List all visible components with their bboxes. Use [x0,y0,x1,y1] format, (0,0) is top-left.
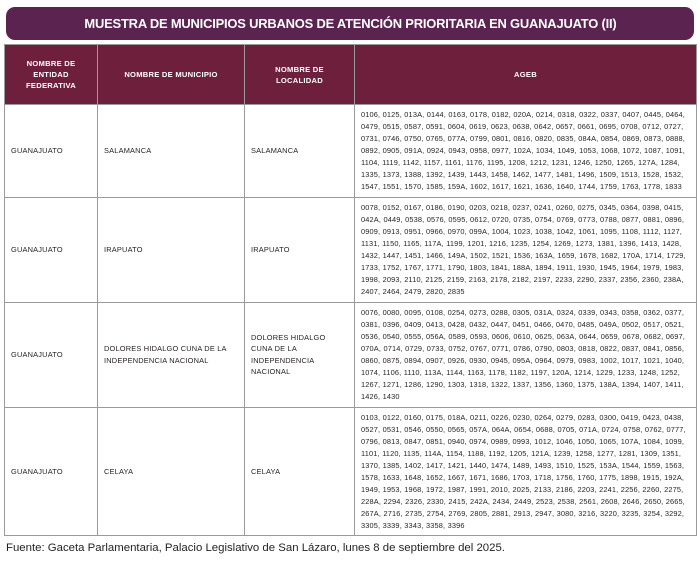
cell-ageb: 0106, 0125, 013A, 0144, 0163, 0178, 0182, 020A, 0214, 0318, 0322, 0337, 0407, 0445, 0464, 0479, 0515, 0587, 0591, 0604, 0619, 0623, 0638, 0642, 0657, 0661, 0695, 0708, 0712, 0727, 0731, 0746, 0750, 0765, 077A, 0799, 0801, 0816, 0820, 0835, 084A, 0854, 0869, 0873, 0888, 0892, 0905, 091A, 0924, 0943, 0958, 0977, 102A, 1034, 1049, 1053, 1068, 1072, 1087, 1091, 1104, 1119, 1142, 1157, 1161, 1176, 1195, 1208, 1212, 1231, 1246, 1250, 1265, 127A, 1284, 1335, 1373, 1388, 1392, 1439, 1443, 1458, 1462, 1477, 1481, 1496, 1509, 1513, 1528, 1532, 1547, 1551, 1570, 1585, 159A, 1602, 1617, 1621, 1636, 1640, 1744, 1759, 1763, 1778, 1833 [355,105,697,198]
title-banner-container [0,0,700,40]
table-row [5,105,697,198]
cell-ageb: 0103, 0122, 0160, 0175, 018A, 0211, 0226, 0230, 0264, 0279, 0283, 0300, 0419, 0423, 0438, 0527, 0531, 0546, 0550, 0565, 057A, 064A, 0654, 0688, 0705, 071A, 0724, 0758, 0762, 0777, 0796, 0813, 0847, 0851, 0940, 0974, 0989, 0993, 1012, 1046, 1050, 1065, 107A, 1084, 1099, 1101, 1120, 1135, 114A, 1154, 1188, 1192, 1205, 121A, 1239, 1258, 1277, 1281, 1309, 1351, 1370, 1385, 1402, 1417, 1421, 1440, 1474, 1489, 1493, 1510, 1525, 153A, 1544, 1559, 1563, 1578, 1633, 1648, 1652, 1667, 1671, 1686, 1703, 1718, 1756, 1760, 1775, 1898, 1915, 192A, 1949, 1953, 1968, 1972, 1987, 1991, 2010, 2025, 2133, 2186, 2203, 2241, 2256, 2260, 2275, 228A, 2294, 2326, 2330, 2415, 242A, 2434, 2449, 2523, 2538, 2561, 2608, 2646, 2650, 2665, 267A, 2716, 2735, 2754, 2769, 2805, 2881, 2913, 2947, 3080, 3216, 3220, 3235, 3254, 3292, 3305, 3339, 3343, 3358, 3396 [355,407,697,536]
table-body [5,105,697,536]
cell-entidad: GUANAJUATO [5,197,98,302]
table-container [0,40,700,536]
cell-entidad: GUANAJUATO [5,302,98,407]
cell-localidad: SALAMANCA [245,105,355,198]
cell-entidad: GUANAJUATO [5,407,98,536]
page-title: MUESTRA DE MUNICIPIOS URBANOS DE ATENCIÓN PRIORITARIA EN GUANAJUATO (II) [83,15,617,31]
cell-entidad: GUANAJUATO [5,105,98,198]
column-header-municipio: NOMBRE DE MUNICIPIO [98,45,245,105]
cell-municipio: IRAPUATO [98,197,245,302]
title-banner [6,7,694,40]
cell-municipio: CELAYA [98,407,245,536]
cell-localidad: DOLORES HIDALGO CUNA DE LA INDEPENDENCIA NACIONAL [245,302,355,407]
footer-container [0,536,700,556]
table-header [5,45,697,105]
cell-localidad: CELAYA [245,407,355,536]
table-header-row [5,45,697,105]
cell-ageb: 0078, 0152, 0167, 0186, 0190, 0203, 0218, 0237, 0241, 0260, 0275, 0345, 0364, 0398, 0415, 042A, 0449, 0538, 0576, 0595, 0612, 0720, 0735, 0754, 0769, 0773, 0788, 0877, 0881, 0896, 0909, 0913, 0951, 0966, 0970, 099A, 1004, 1023, 1038, 1042, 1061, 1095, 1108, 1112, 1127, 1131, 1150, 1165, 117A, 1199, 1201, 1216, 1235, 1254, 1269, 1273, 1381, 1396, 1413, 1428, 1432, 1447, 1451, 1466, 149A, 1502, 1521, 1536, 163A, 1659, 1678, 1682, 170A, 1714, 1729, 1733, 1752, 1767, 1771, 1790, 1803, 1841, 188A, 1894, 1911, 1930, 1945, 1964, 1979, 1983, 1998, 2093, 2110, 2125, 2159, 2163, 2178, 2182, 2197, 2233, 2290, 2337, 2356, 2360, 238A, 2407, 2464, 2479, 2820, 2835 [355,197,697,302]
column-header-entidad: NOMBRE DE ENTIDAD FEDERATIVA [5,45,98,105]
cell-municipio: DOLORES HIDALGO CUNA DE LA INDEPENDENCIA NACIONAL [98,302,245,407]
table-row [5,302,697,407]
column-header-localidad: NOMBRE DE LOCALIDAD [245,45,355,105]
table-row [5,197,697,302]
column-header-ageb: AGEB [355,45,697,105]
table-row [5,407,697,536]
municipios-table [4,44,697,536]
cell-localidad: IRAPUATO [245,197,355,302]
cell-ageb: 0076, 0080, 0095, 0108, 0254, 0273, 0288, 0305, 031A, 0324, 0339, 0343, 0358, 0362, 0377, 0381, 0396, 0409, 0413, 0428, 0432, 0447, 0451, 0466, 0470, 0485, 049A, 0502, 0517, 0521, 0536, 0540, 0555, 056A, 0589, 0593, 0606, 0610, 0625, 063A, 0644, 0659, 0678, 0682, 0697, 070A, 0714, 0729, 0733, 0752, 0767, 0771, 0786, 0790, 0803, 0818, 0822, 0837, 0841, 0856, 0860, 0875, 0894, 0907, 0926, 0930, 0945, 095A, 0964, 0979, 0983, 1002, 1017, 1021, 1040, 1074, 1106, 1110, 113A, 1144, 1163, 1178, 1182, 1197, 120A, 1214, 1229, 1233, 1248, 1252, 1267, 1271, 1286, 1290, 1303, 1318, 1322, 1337, 1356, 1360, 1375, 138A, 1394, 1407, 1411, 1426, 1430 [355,302,697,407]
source-note: Fuente: Gaceta Parlamentaria, Palacio Legislativo de San Lázaro, lunes 8 de septiembre del 2025. [6,542,505,555]
cell-municipio: SALAMANCA [98,105,245,198]
